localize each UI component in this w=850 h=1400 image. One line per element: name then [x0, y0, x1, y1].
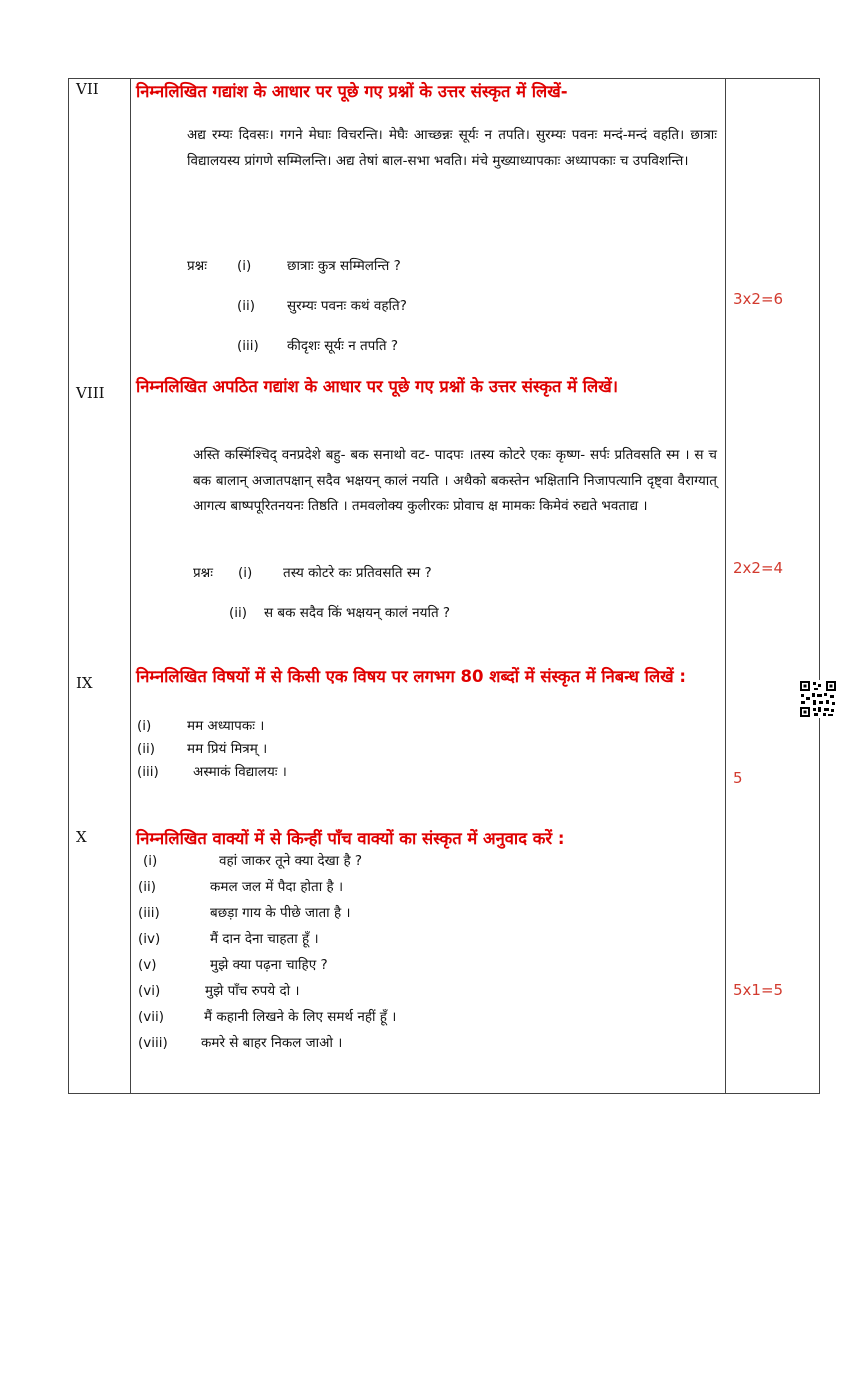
q8-prashn-1: प्रश्नः (i) तस्य कोटरे कः प्रतिवसति स्म ?	[193, 565, 432, 581]
q10-item-6: (vi) मुझे पाँच रुपये दो ।	[138, 983, 300, 999]
passage-7: अद्य रम्यः दिवसः। गगने मेघाः विचरन्ति। मेघैः आच्छन्नः सूर्यः न तपति। सुरम्यः पवनः मन्दं-मन्दं वहति। छात्राः विद्यालयस्य प्रांगणे सम्मिलन्ति। अद्य तेषां बाल-सभा भवति। मंचे मुख्याध्यापकाः अध्यापकाः च उपविशन्ति।	[187, 127, 717, 169]
q9-item-1: (i) मम अध्यापकः ।	[137, 718, 265, 734]
q8-prashn-2: (ii) स बक सदैव किं भक्षयन् कालं नयति ?	[229, 605, 451, 621]
marks-9: 5	[733, 769, 743, 787]
qr-code-icon	[799, 680, 837, 718]
marks-7: 3x2=6	[733, 290, 784, 308]
prashn-label: प्रश्नः	[193, 565, 213, 581]
q7-prashn-3: (iii) कीदृशः सूर्यः न तपति ?	[237, 338, 399, 354]
column-divider-right	[725, 78, 726, 1094]
question-number-7: VII	[76, 80, 99, 98]
question-number-9: IX	[76, 674, 93, 692]
q9-item-3: (iii) अस्माकं विद्यालयः ।	[137, 764, 287, 780]
q10-item-1: (i) वहां जाकर तूने क्या देखा है ?	[143, 853, 363, 869]
question-number-10: X	[76, 828, 87, 846]
q10-item-3: (iii) बछड़ा गाय के पीछे जाता है ।	[138, 905, 351, 921]
q10-item-5: (v) मुझे क्या पढ़ना चाहिए ?	[138, 957, 328, 973]
q10-item-2: (ii) कमल जल में पैदा होता है ।	[138, 879, 344, 895]
marks-8: 2x2=4	[733, 559, 784, 577]
question-heading-10: निम्नलिखित वाक्यों में से किन्हीं पाँच वाक्यों का संस्कृत में अनुवाद करें :	[136, 829, 565, 848]
question-heading-9: निम्नलिखित विषयों में से किसी एक विषय पर लगभग 80 शब्दों में संस्कृत में निबन्ध लिखें :	[136, 667, 686, 686]
q9-item-2: (ii) मम प्रियं मित्रम् ।	[137, 741, 268, 757]
question-heading-8: निम्नलिखित अपठित गद्यांश के आधार पर पूछे गए प्रश्नों के उत्तर संस्कृत में लिखें।	[136, 377, 618, 396]
passage-8: अस्ति कस्मिंश्चिद् वनप्रदेशे बहु- बक सनाथो वट- पादपः ।तस्य कोटरे एकः कृष्ण- सर्पः प्रतिवसति स्म । स च बक बालान् अजातपक्षान् सदैव भक्षयन् कालं नयति । अथैको बकस्तेन भक्षितानि निजापत्यानि दृष्ट्वा वैराग्यात् आगत्य बाष्पपूरितनयनः तिष्ठति । तमवलोक्य कुलीरकः प्रोवाच क्ष मामकः किमेवं रुद्यते भवताद्य ।	[193, 447, 717, 514]
prashn-label: प्रश्नः	[187, 258, 207, 274]
q7-prashn-1: प्रश्नः (i) छात्राः कुत्र सम्मिलन्ति ?	[187, 258, 401, 274]
q7-prashn-2: (ii) सुरम्यः पवनः कथं वहति?	[237, 298, 407, 314]
question-number-8: VIII	[76, 384, 105, 402]
q10-item-8: (viii) कमरे से बाहर निकल जाओ ।	[138, 1035, 343, 1051]
question-heading-7: निम्नलिखित गद्यांश के आधार पर पूछे गए प्रश्नों के उत्तर संस्कृत में लिखें-	[136, 82, 568, 101]
q10-item-4: (iv) मैं दान देना चाहता हूँ ।	[138, 931, 319, 947]
marks-10: 5x1=5	[733, 981, 784, 999]
column-divider-left	[130, 78, 131, 1094]
q10-item-7: (vii) मैं कहानी लिखने के लिए समर्थ नहीं हूँ ।	[138, 1009, 397, 1025]
